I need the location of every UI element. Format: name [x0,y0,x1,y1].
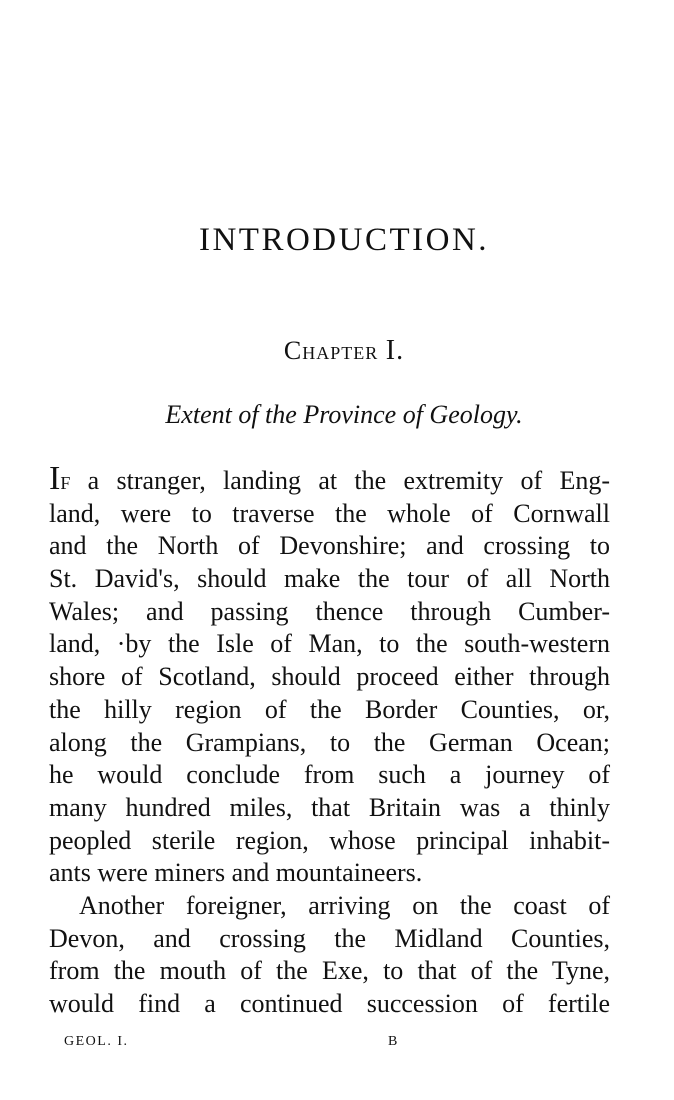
text-line: and the North of Devonshire; and crossing to [49,531,610,561]
chapter-number: I. [385,335,405,366]
text-line: land, ·by the Isle of Man, to the south-western [49,629,610,659]
text-line: the hilly region of the Border Counties, or, [49,694,610,724]
text-line: Devon, and crossing the Midland Counties, [49,923,610,953]
body-text [49,460,610,1021]
text-line: Wales; and passing thence through Cumber- [49,596,610,626]
drop-cap: I [49,460,61,497]
text-line: St. David's, should make the tour of all North [49,564,610,594]
text-line: ants were miners and mountaineers. [49,858,423,888]
drop-cap-rest: f [60,466,71,495]
text-line: land, were to traverse the whole of Cornwall [49,498,610,528]
text-line [49,460,610,498]
chapter-subtitle: Extent of the Province of Geology. [165,400,523,429]
signature-mark-left: GEOL. I. [64,1034,129,1049]
text-line: peopled sterile region, whose principal inhabit- [49,825,610,855]
chapter-heading [0,335,674,367]
chapter-word: Chapter [283,336,379,365]
text-line: Another foreigner, arriving on the coast of [79,890,610,920]
text-line: along the Grampians, to the German Ocean; [49,727,610,757]
text-line: would find a continued succession of fertile [49,989,610,1018]
text-line: from the mouth of the Exe, to that of the Tyne, [49,956,610,986]
text-line: he would conclude from such a journey of [49,760,610,790]
signature-mark-right: B [388,1034,399,1049]
text-line: many hundred miles, that Britain was a thinly [49,792,610,822]
page-title: INTRODUCTION. [198,222,490,258]
text-line: shore of Scotland, should proceed either through [49,662,610,692]
text-line-content: a stranger, landing at the extremity of Eng- [70,466,610,495]
